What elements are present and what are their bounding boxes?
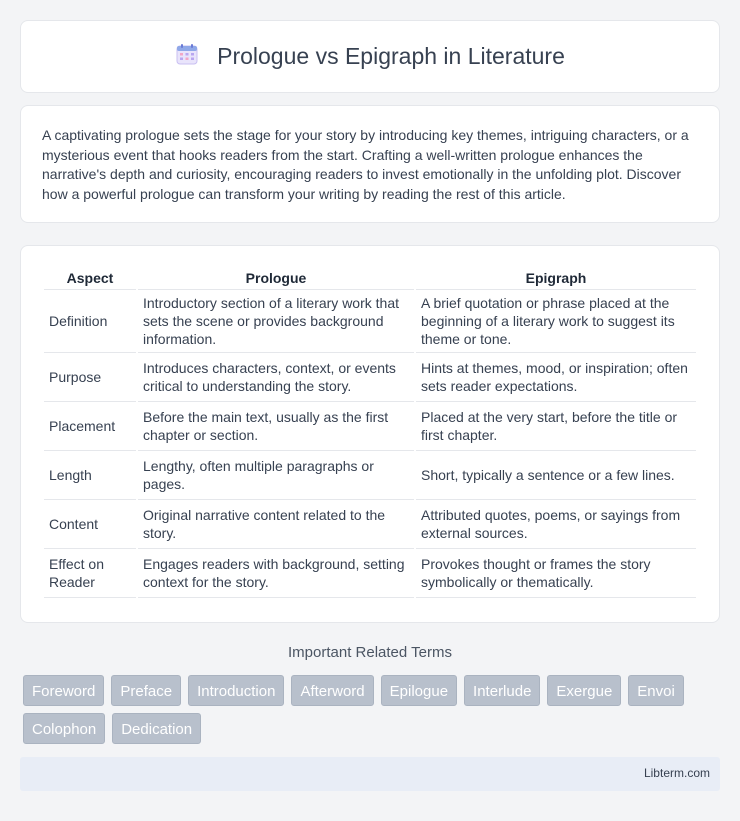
aspect-cell: Content <box>44 500 136 549</box>
comparison-table <box>42 266 698 598</box>
table-row <box>44 500 696 549</box>
header <box>175 42 565 71</box>
column-header-aspect: Aspect <box>44 266 136 290</box>
tag-foreword[interactable]: Foreword <box>23 675 104 706</box>
tag-introduction[interactable]: Introduction <box>188 675 284 706</box>
epigraph-cell: A brief quotation or phrase placed at the beginning of a literary work to suggest its theme or tone. <box>416 290 696 353</box>
aspect-cell: Placement <box>44 402 136 451</box>
prologue-cell: Introduces characters, context, or events critical to understanding the story. <box>138 353 414 402</box>
table-row <box>44 451 696 500</box>
intro-card <box>20 105 720 223</box>
related-terms-list <box>23 675 723 744</box>
prologue-cell: Introductory section of a literary work that sets the scene or provides background information. <box>138 290 414 353</box>
column-header-prologue: Prologue <box>138 266 414 290</box>
epigraph-cell: Placed at the very start, before the title or first chapter. <box>416 402 696 451</box>
prologue-cell: Lengthy, often multiple paragraphs or pages. <box>138 451 414 500</box>
header-card <box>20 20 720 93</box>
table-header-row <box>44 266 696 290</box>
tag-preface[interactable]: Preface <box>111 675 181 706</box>
tag-dedication[interactable]: Dedication <box>112 713 201 744</box>
tag-colophon[interactable]: Colophon <box>23 713 105 744</box>
aspect-cell: Purpose <box>44 353 136 402</box>
table-row <box>44 402 696 451</box>
epigraph-cell: Hints at themes, mood, or inspiration; often sets reader expectations. <box>416 353 696 402</box>
prologue-cell: Original narrative content related to the story. <box>138 500 414 549</box>
comparison-card <box>20 245 720 623</box>
tag-exergue[interactable]: Exergue <box>547 675 621 706</box>
tag-envoi[interactable]: Envoi <box>628 675 684 706</box>
epigraph-cell: Provokes thought or frames the story symbolically or thematically. <box>416 549 696 598</box>
table-row <box>44 290 696 353</box>
intro-paragraph: A captivating prologue sets the stage for your story by introducing key themes, intriguing characters, or a mysterious event that hooks readers from the start. Crafting a well-written prologue enhances the narrative's depth and curiosity, encouraging readers to invest emotionally in the unfolding plot. Discover how a powerful prologue can transform your writing by reading the rest of this article. <box>42 127 689 202</box>
footer <box>20 757 720 791</box>
epigraph-cell: Short, typically a sentence or a few lines. <box>416 451 696 500</box>
aspect-cell: Length <box>44 451 136 500</box>
footer-site-link[interactable]: Libterm.com <box>643 766 710 780</box>
page-title: Prologue vs Epigraph in Literature <box>217 43 565 69</box>
table-row <box>44 353 696 402</box>
calendar-icon <box>175 42 199 71</box>
tag-interlude[interactable]: Interlude <box>464 675 540 706</box>
related-terms-title: Important Related Terms <box>288 644 452 661</box>
prologue-cell: Engages readers with background, setting context for the story. <box>138 549 414 598</box>
aspect-cell: Definition <box>44 290 136 353</box>
aspect-cell: Effect on Reader <box>44 549 136 598</box>
tag-afterword[interactable]: Afterword <box>291 675 373 706</box>
prologue-cell: Before the main text, usually as the first chapter or section. <box>138 402 414 451</box>
table-row <box>44 549 696 598</box>
epigraph-cell: Attributed quotes, poems, or sayings from external sources. <box>416 500 696 549</box>
tag-epilogue[interactable]: Epilogue <box>381 675 457 706</box>
column-header-epigraph: Epigraph <box>416 266 696 290</box>
